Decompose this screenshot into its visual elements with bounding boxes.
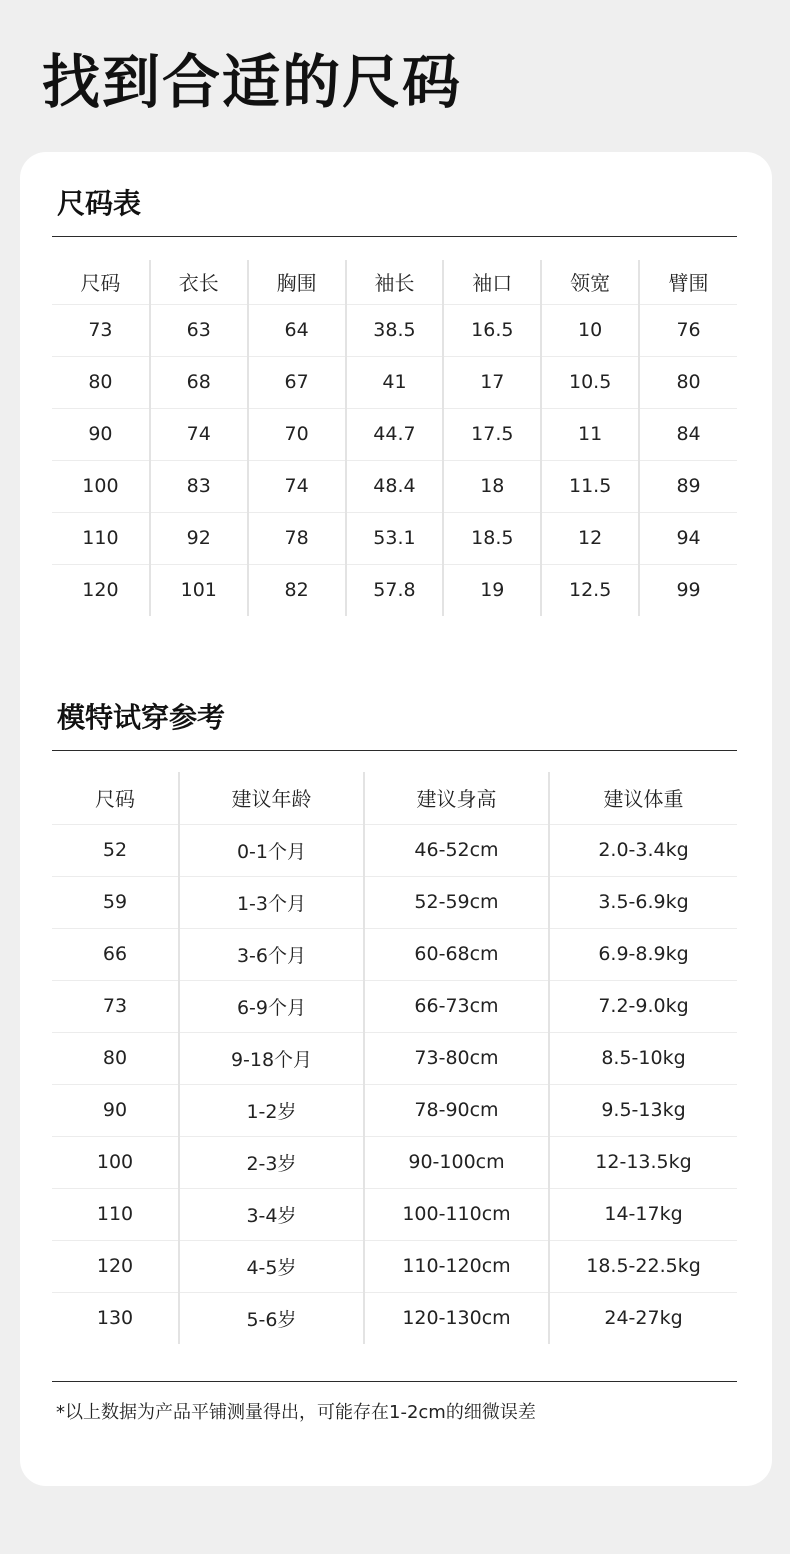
table-cell: 3.5-6.9kg xyxy=(549,876,737,928)
size-chart-header-row xyxy=(52,260,737,304)
table-cell: 80 xyxy=(52,1032,179,1084)
header-cell: 领宽 xyxy=(541,260,639,304)
table-cell: 12.5 xyxy=(541,564,639,616)
table-cell: 100-110cm xyxy=(364,1188,549,1240)
table-cell: 64 xyxy=(248,304,346,356)
table-cell: 92 xyxy=(150,512,248,564)
table-row xyxy=(52,928,737,980)
table-cell: 17 xyxy=(443,356,541,408)
header-cell: 建议年龄 xyxy=(179,772,364,824)
table-cell: 16.5 xyxy=(443,304,541,356)
page-title: 找到合适的尺码 xyxy=(42,48,463,116)
table-cell: 100 xyxy=(52,1136,179,1188)
header-cell: 建议体重 xyxy=(549,772,737,824)
table-cell: 73 xyxy=(52,980,179,1032)
size-info-card xyxy=(20,152,772,1486)
table-cell: 5-6岁 xyxy=(179,1292,364,1344)
table-row xyxy=(52,1292,737,1344)
table-cell: 8.5-10kg xyxy=(549,1032,737,1084)
table-cell: 17.5 xyxy=(443,408,541,460)
table-cell: 66-73cm xyxy=(364,980,549,1032)
table-cell: 67 xyxy=(248,356,346,408)
table-cell: 110-120cm xyxy=(364,1240,549,1292)
table-cell: 11 xyxy=(541,408,639,460)
table-cell: 53.1 xyxy=(346,512,444,564)
table-row xyxy=(52,564,737,616)
table-cell: 18 xyxy=(443,460,541,512)
table-cell: 63 xyxy=(150,304,248,356)
table-cell: 38.5 xyxy=(346,304,444,356)
table-cell: 89 xyxy=(639,460,737,512)
table-cell: 130 xyxy=(96,1307,134,1330)
table-cell: 41 xyxy=(346,356,444,408)
header-cell: 尺码 xyxy=(52,772,179,824)
header-cell: 袖长 xyxy=(346,260,444,304)
table-row xyxy=(52,1084,737,1136)
header-cell: 袖口 xyxy=(443,260,541,304)
footnote-divider xyxy=(52,1381,737,1382)
table-cell: 48.4 xyxy=(346,460,444,512)
table-cell: 110 xyxy=(52,1188,179,1240)
table-row xyxy=(52,408,737,460)
table-cell: 3-4岁 xyxy=(179,1188,364,1240)
table-cell: 82 xyxy=(248,564,346,616)
size-chart-divider xyxy=(52,236,737,237)
header-cell: 臂围 xyxy=(639,260,737,304)
table-row xyxy=(52,1240,737,1292)
header-cell: 尺码 xyxy=(52,260,150,304)
table-row xyxy=(52,356,737,408)
table-cell: 74 xyxy=(150,408,248,460)
table-cell: 2.0-3.4kg xyxy=(549,824,737,876)
table-cell: 9.5-13kg xyxy=(549,1084,737,1136)
table-cell: 90 xyxy=(52,408,150,460)
size-chart-table xyxy=(52,260,737,616)
table-cell: 100 xyxy=(52,460,150,512)
table-cell: 18.5-22.5kg xyxy=(549,1240,737,1292)
table-cell: 1-3个月 xyxy=(179,876,364,928)
table-cell: 44.7 xyxy=(346,408,444,460)
table-cell: 99 xyxy=(639,564,737,616)
table-cell: 12 xyxy=(541,512,639,564)
model-reference-header-row xyxy=(52,772,737,824)
table-cell: 94 xyxy=(639,512,737,564)
table-cell: 101 xyxy=(150,564,248,616)
footnote: *以上数据为产品平铺测量得出，可能存在1-2cm的细微误差 xyxy=(56,1402,536,1423)
table-cell: 7.2-9.0kg xyxy=(549,980,737,1032)
table-cell: 78-90cm xyxy=(364,1084,549,1136)
header-cell: 衣长 xyxy=(150,260,248,304)
table-cell: 12-13.5kg xyxy=(549,1136,737,1188)
table-cell: 84 xyxy=(639,408,737,460)
table-cell: 66 xyxy=(52,928,179,980)
table-row xyxy=(52,460,737,512)
table-cell: 120 xyxy=(82,579,119,602)
model-reference-title: 模特试穿参考 xyxy=(57,701,226,734)
table-cell: 52 xyxy=(52,824,179,876)
table-cell: 68 xyxy=(150,356,248,408)
table-cell: 83 xyxy=(150,460,248,512)
table-cell: 10 xyxy=(541,304,639,356)
table-cell: 18.5 xyxy=(443,512,541,564)
table-row xyxy=(52,1136,737,1188)
table-row xyxy=(52,304,737,356)
table-cell: 3-6个月 xyxy=(179,928,364,980)
model-reference-table xyxy=(52,772,737,1344)
table-row xyxy=(52,1188,737,1240)
table-cell: 76 xyxy=(639,304,737,356)
table-cell: 70 xyxy=(248,408,346,460)
table-cell: 78 xyxy=(248,512,346,564)
table-cell: 6-9个月 xyxy=(179,980,364,1032)
table-cell: 1-2岁 xyxy=(179,1084,364,1136)
header-cell: 建议身高 xyxy=(364,772,549,824)
table-cell: 4-5岁 xyxy=(179,1240,364,1292)
table-cell: 59 xyxy=(52,876,179,928)
table-cell: 46-52cm xyxy=(364,824,549,876)
table-cell: 73 xyxy=(52,304,150,356)
table-row xyxy=(52,980,737,1032)
table-cell: 90 xyxy=(52,1084,179,1136)
table-row xyxy=(52,512,737,564)
table-cell: 14-17kg xyxy=(549,1188,737,1240)
table-cell: 80 xyxy=(639,356,737,408)
table-cell: 120 xyxy=(52,1240,179,1292)
model-reference-divider xyxy=(52,750,737,751)
table-cell: 73-80cm xyxy=(364,1032,549,1084)
header-cell: 胸围 xyxy=(248,260,346,304)
table-cell: 57.8 xyxy=(346,564,444,616)
size-chart-title: 尺码表 xyxy=(57,187,142,220)
table-cell: 60-68cm xyxy=(364,928,549,980)
table-row xyxy=(52,824,737,876)
table-cell: 10.5 xyxy=(541,356,639,408)
table-cell: 6.9-8.9kg xyxy=(549,928,737,980)
table-cell: 74 xyxy=(248,460,346,512)
table-cell: 9-18个月 xyxy=(179,1032,364,1084)
table-cell: 80 xyxy=(52,356,150,408)
table-cell: 120-130cm xyxy=(364,1292,549,1344)
table-row xyxy=(52,1032,737,1084)
table-cell: 0-1个月 xyxy=(179,824,364,876)
table-cell: 52-59cm xyxy=(364,876,549,928)
table-cell: 2-3岁 xyxy=(179,1136,364,1188)
table-cell: 24-27kg xyxy=(549,1292,737,1344)
table-cell: 19 xyxy=(443,564,541,616)
table-row xyxy=(52,876,737,928)
table-cell: 110 xyxy=(52,512,150,564)
table-cell: 11.5 xyxy=(541,460,639,512)
table-cell: 90-100cm xyxy=(364,1136,549,1188)
